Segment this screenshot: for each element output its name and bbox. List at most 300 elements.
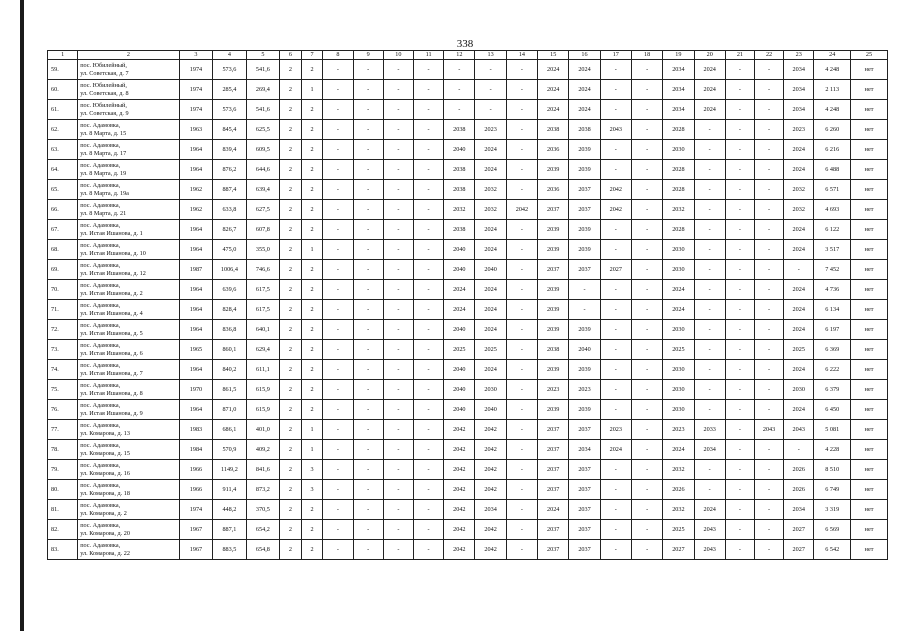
table-cell: 2024 xyxy=(475,240,506,260)
table-cell: 1964 xyxy=(179,300,212,320)
table-cell: 2037 xyxy=(569,460,600,480)
table-cell: 2025 xyxy=(784,340,814,360)
table-cell: 911,4 xyxy=(213,480,246,500)
table-cell: - xyxy=(444,100,475,120)
table-cell: - xyxy=(323,160,353,180)
table-cell: 860,1 xyxy=(213,340,246,360)
table-cell: 2027 xyxy=(784,520,814,540)
table-cell: - xyxy=(725,120,754,140)
table-cell: 2034 xyxy=(784,100,814,120)
row-number: 73. xyxy=(48,340,78,360)
table-cell: 1964 xyxy=(179,360,212,380)
table-cell: - xyxy=(323,280,353,300)
table-cell: - xyxy=(506,420,537,440)
address-cell xyxy=(78,460,179,480)
table-cell: - xyxy=(600,400,631,420)
table-cell: - xyxy=(600,360,631,380)
table-cell: 1964 xyxy=(179,400,212,420)
table-cell: - xyxy=(383,240,413,260)
table-cell: - xyxy=(413,420,443,440)
table-cell: 2032 xyxy=(784,200,814,220)
table-cell: 1967 xyxy=(179,520,212,540)
table-cell: 2027 xyxy=(600,260,631,280)
column-number-row xyxy=(48,51,888,60)
table-cell: 573,6 xyxy=(213,60,246,80)
table-cell: 2038 xyxy=(538,120,569,140)
table-cell: - xyxy=(725,300,754,320)
row-number: 65. xyxy=(48,180,78,200)
table-cell: 2027 xyxy=(784,540,814,560)
table-row xyxy=(48,260,888,280)
table-cell: - xyxy=(754,340,783,360)
table-cell: 2 xyxy=(280,520,302,540)
table-cell: 2 xyxy=(280,340,302,360)
table-cell: - xyxy=(383,140,413,160)
table-cell: 6 569 xyxy=(814,520,851,540)
address-street: ул. Истая Ишанова, д. 4 xyxy=(80,309,143,317)
table-cell: нет xyxy=(851,280,888,300)
table-cell: - xyxy=(506,480,537,500)
table-cell: - xyxy=(631,300,662,320)
column-number-header: 6 xyxy=(280,51,302,60)
table-cell: - xyxy=(600,380,631,400)
table-cell: 615,9 xyxy=(246,380,279,400)
address-settlement: пос. Адамовка, xyxy=(80,482,121,490)
table-cell: - xyxy=(383,540,413,560)
address-settlement: пос. Адамовка, xyxy=(80,262,121,270)
table-cell: 2 xyxy=(280,260,302,280)
table-cell: нет xyxy=(851,420,888,440)
table-row xyxy=(48,520,888,540)
table-cell: - xyxy=(475,60,506,80)
table-cell: 2042 xyxy=(444,440,475,460)
table-row xyxy=(48,240,888,260)
table-cell: 2 113 xyxy=(814,80,851,100)
table-cell: - xyxy=(323,60,353,80)
table-cell: 2024 xyxy=(694,80,725,100)
row-number: 82. xyxy=(48,520,78,540)
table-cell: - xyxy=(383,420,413,440)
table-cell: 355,0 xyxy=(246,240,279,260)
table-cell: 2030 xyxy=(663,260,694,280)
row-number: 76. xyxy=(48,400,78,420)
table-cell: - xyxy=(353,460,383,480)
table-cell: - xyxy=(725,480,754,500)
address-cell xyxy=(78,260,179,280)
table-cell: нет xyxy=(851,140,888,160)
row-number: 79. xyxy=(48,460,78,480)
table-cell: - xyxy=(784,440,814,460)
table-cell: - xyxy=(323,420,353,440)
table-cell: - xyxy=(631,160,662,180)
table-cell: 2040 xyxy=(444,240,475,260)
table-cell: 2024 xyxy=(475,300,506,320)
table-cell: - xyxy=(353,540,383,560)
table-cell: 6 488 xyxy=(814,160,851,180)
table-cell: - xyxy=(506,100,537,120)
address-cell xyxy=(78,200,179,220)
table-cell: 8 510 xyxy=(814,460,851,480)
table-cell: 2030 xyxy=(663,320,694,340)
table-cell: - xyxy=(600,140,631,160)
address-settlement: пос. Адамовка, xyxy=(80,342,121,350)
table-cell: - xyxy=(323,100,353,120)
table-cell: 5 081 xyxy=(814,420,851,440)
table-cell: - xyxy=(506,340,537,360)
table-cell: 2036 xyxy=(538,180,569,200)
table-cell: 1 xyxy=(301,440,323,460)
table-cell: 2024 xyxy=(694,500,725,520)
table-cell: - xyxy=(413,280,443,300)
table-cell: 2039 xyxy=(538,400,569,420)
table-cell: 1966 xyxy=(179,460,212,480)
table-cell: 2025 xyxy=(663,520,694,540)
table-cell: - xyxy=(353,100,383,120)
table-cell: 3 xyxy=(301,460,323,480)
table-cell: 2 xyxy=(280,140,302,160)
table-row xyxy=(48,160,888,180)
address-street: ул. Истая Ишанова, д. 2 xyxy=(80,289,143,297)
row-number: 81. xyxy=(48,500,78,520)
table-cell: - xyxy=(694,320,725,340)
row-number: 70. xyxy=(48,280,78,300)
address-settlement: пос. Адамовка, xyxy=(80,382,121,390)
table-cell: 1974 xyxy=(179,500,212,520)
table-cell: 2042 xyxy=(444,520,475,540)
table-cell: - xyxy=(506,180,537,200)
address-settlement: пос. Адамовка, xyxy=(80,362,121,370)
table-cell: 2 xyxy=(301,360,323,380)
table-cell: - xyxy=(383,520,413,540)
table-cell: - xyxy=(353,180,383,200)
table-cell: 2 xyxy=(301,140,323,160)
table-row xyxy=(48,300,888,320)
table-cell: 2037 xyxy=(538,200,569,220)
table-cell: - xyxy=(353,200,383,220)
table-cell: - xyxy=(631,80,662,100)
table-cell: 654,8 xyxy=(246,540,279,560)
address-cell xyxy=(78,520,179,540)
address-settlement: пос. Адамовка, xyxy=(80,122,121,130)
table-cell: 2 xyxy=(280,320,302,340)
table-cell: - xyxy=(506,280,537,300)
address-street: ул. 8 Марта, д. 15 xyxy=(80,129,127,137)
table-cell: - xyxy=(323,540,353,560)
table-cell: - xyxy=(353,160,383,180)
address-street: ул. Истая Ишанова, д. 12 xyxy=(80,269,146,277)
table-cell: - xyxy=(631,180,662,200)
table-cell: - xyxy=(413,240,443,260)
table-cell: 2026 xyxy=(784,460,814,480)
table-cell: - xyxy=(413,440,443,460)
table-cell: - xyxy=(754,400,783,420)
table-cell: - xyxy=(631,320,662,340)
table-cell: - xyxy=(353,140,383,160)
table-cell: 2023 xyxy=(663,420,694,440)
table-cell: 2034 xyxy=(663,80,694,100)
column-number-header: 11 xyxy=(413,51,443,60)
table-cell: - xyxy=(725,340,754,360)
address-street: ул. Комарова, д. 13 xyxy=(80,429,130,437)
table-cell: 2037 xyxy=(538,540,569,560)
table-cell: - xyxy=(506,220,537,240)
table-cell: 4 736 xyxy=(814,280,851,300)
table-cell: 2024 xyxy=(475,360,506,380)
table-cell: 2037 xyxy=(569,500,600,520)
table-cell: - xyxy=(506,380,537,400)
table-cell: 6 450 xyxy=(814,400,851,420)
table-cell: 2040 xyxy=(475,400,506,420)
table-cell: 4 228 xyxy=(814,440,851,460)
address-settlement: пос. Юбилейный, xyxy=(80,82,127,90)
table-cell: - xyxy=(323,520,353,540)
table-cell: - xyxy=(694,280,725,300)
table-cell: 1006,4 xyxy=(213,260,246,280)
table-row xyxy=(48,280,888,300)
table-cell: 1963 xyxy=(179,120,212,140)
address-street: ул. Комарова, д. 22 xyxy=(80,549,130,557)
table-cell: - xyxy=(754,360,783,380)
table-cell: 1964 xyxy=(179,320,212,340)
address-cell xyxy=(78,340,179,360)
table-cell: 2030 xyxy=(475,380,506,400)
table-cell: 2 xyxy=(280,380,302,400)
table-cell: 2043 xyxy=(694,520,725,540)
column-number-header: 1 xyxy=(48,51,78,60)
table-cell: 2024 xyxy=(784,140,814,160)
table-cell: - xyxy=(725,160,754,180)
address-cell xyxy=(78,420,179,440)
table-cell: - xyxy=(600,80,631,100)
table-cell: - xyxy=(754,440,783,460)
table-cell: - xyxy=(383,340,413,360)
table-cell: 1966 xyxy=(179,480,212,500)
table-cell: 2042 xyxy=(475,540,506,560)
column-number-header: 24 xyxy=(814,51,851,60)
table-cell: - xyxy=(413,160,443,180)
table-cell: 2024 xyxy=(784,360,814,380)
table-cell: нет xyxy=(851,160,888,180)
table-cell: - xyxy=(784,260,814,280)
table-cell: 2042 xyxy=(475,420,506,440)
table-cell: 2039 xyxy=(538,160,569,180)
column-number-header: 14 xyxy=(506,51,537,60)
table-row xyxy=(48,440,888,460)
table-cell: - xyxy=(444,60,475,80)
table-cell: - xyxy=(631,220,662,240)
address-street: ул. Истая Ишанова, д. 5 xyxy=(80,329,143,337)
table-cell: 2 xyxy=(280,360,302,380)
table-cell: - xyxy=(383,480,413,500)
table-cell: - xyxy=(506,140,537,160)
table-cell: - xyxy=(413,400,443,420)
row-number: 75. xyxy=(48,380,78,400)
table-cell: 2 xyxy=(301,220,323,240)
table-cell: нет xyxy=(851,320,888,340)
table-cell: 2 xyxy=(301,120,323,140)
table-cell: 611,1 xyxy=(246,360,279,380)
address-settlement: пос. Адамовка, xyxy=(80,182,121,190)
table-cell: 2 xyxy=(280,200,302,220)
address-cell xyxy=(78,480,179,500)
table-cell: нет xyxy=(851,300,888,320)
table-cell: - xyxy=(413,360,443,380)
table-cell: - xyxy=(631,460,662,480)
table-cell: - xyxy=(383,120,413,140)
table-cell: 1974 xyxy=(179,60,212,80)
table-cell: 4 248 xyxy=(814,100,851,120)
table-cell: - xyxy=(353,480,383,500)
table-cell: 2 xyxy=(301,280,323,300)
table-row xyxy=(48,380,888,400)
table-cell: - xyxy=(754,280,783,300)
table-cell: 609,5 xyxy=(246,140,279,160)
address-settlement: пос. Адамовка, xyxy=(80,302,121,310)
table-cell: нет xyxy=(851,240,888,260)
table-cell: - xyxy=(383,100,413,120)
address-cell xyxy=(78,320,179,340)
table-cell: 2034 xyxy=(569,440,600,460)
table-cell: 841,6 xyxy=(246,460,279,480)
table-cell: 2039 xyxy=(569,220,600,240)
table-cell: - xyxy=(631,360,662,380)
table-cell: 2 xyxy=(280,460,302,480)
address-settlement: пос. Адамовка, xyxy=(80,462,121,470)
table-cell: - xyxy=(694,360,725,380)
table-row xyxy=(48,460,888,480)
table-cell: 615,9 xyxy=(246,400,279,420)
address-settlement: пос. Адамовка, xyxy=(80,142,121,150)
table-cell: 2039 xyxy=(538,220,569,240)
table-cell: 2039 xyxy=(538,240,569,260)
table-cell: 2036 xyxy=(538,140,569,160)
table-cell: - xyxy=(569,300,600,320)
table-cell: 627,5 xyxy=(246,200,279,220)
table-cell: 2034 xyxy=(784,60,814,80)
table-cell: - xyxy=(694,180,725,200)
table-cell: 2032 xyxy=(663,460,694,480)
table-cell: 1974 xyxy=(179,80,212,100)
table-cell: - xyxy=(353,300,383,320)
table-cell: - xyxy=(475,80,506,100)
table-cell: 2025 xyxy=(475,340,506,360)
table-cell: нет xyxy=(851,260,888,280)
table-cell: - xyxy=(754,80,783,100)
table-cell: 2023 xyxy=(475,120,506,140)
table-cell: 3 319 xyxy=(814,500,851,520)
table-cell: 1962 xyxy=(179,200,212,220)
address-street: ул. 8 Марта, д. 21 xyxy=(80,209,127,217)
table-cell: - xyxy=(323,500,353,520)
table-cell: - xyxy=(506,440,537,460)
table-cell: - xyxy=(600,220,631,240)
table-cell: - xyxy=(754,480,783,500)
address-street: ул. Истая Ишанова, д. 9 xyxy=(80,409,143,417)
table-cell: - xyxy=(353,80,383,100)
table-cell: - xyxy=(506,60,537,80)
table-cell: 2 xyxy=(301,540,323,560)
table-cell: 2042 xyxy=(600,200,631,220)
table-cell: 269,4 xyxy=(246,80,279,100)
table-cell: - xyxy=(631,200,662,220)
table-cell: - xyxy=(694,140,725,160)
table-cell: 2 xyxy=(280,300,302,320)
table-cell: - xyxy=(383,500,413,520)
table-cell: - xyxy=(694,400,725,420)
table-cell: - xyxy=(754,380,783,400)
table-cell: 2 xyxy=(280,80,302,100)
table-cell: 1967 xyxy=(179,540,212,560)
table-cell: - xyxy=(754,220,783,240)
table-cell: 2038 xyxy=(444,220,475,240)
table-cell: - xyxy=(694,200,725,220)
row-number: 63. xyxy=(48,140,78,160)
table-cell: 2042 xyxy=(506,200,537,220)
table-cell: - xyxy=(725,420,754,440)
table-cell: 2 xyxy=(280,500,302,520)
table-cell: 2032 xyxy=(663,200,694,220)
table-cell: 3 517 xyxy=(814,240,851,260)
table-cell: - xyxy=(323,240,353,260)
table-cell: 2024 xyxy=(475,320,506,340)
table-cell: 2039 xyxy=(538,300,569,320)
table-cell: - xyxy=(383,460,413,480)
table-cell: - xyxy=(353,340,383,360)
table-cell: - xyxy=(323,460,353,480)
table-cell: 2024 xyxy=(538,80,569,100)
table-row xyxy=(48,100,888,120)
table-cell: - xyxy=(694,120,725,140)
table-cell: - xyxy=(725,80,754,100)
table-cell: 2034 xyxy=(694,440,725,460)
table-cell: 2024 xyxy=(569,100,600,120)
table-cell: 2042 xyxy=(444,420,475,440)
table-cell: - xyxy=(631,340,662,360)
table-cell: - xyxy=(353,380,383,400)
table-cell: 2032 xyxy=(663,500,694,520)
table-cell: - xyxy=(323,360,353,380)
table-cell: - xyxy=(631,120,662,140)
table-cell: 2 xyxy=(301,380,323,400)
table-cell: - xyxy=(600,540,631,560)
table-cell: - xyxy=(323,260,353,280)
table-cell: 2025 xyxy=(444,340,475,360)
table-cell: 2024 xyxy=(784,280,814,300)
table-cell: - xyxy=(725,540,754,560)
table-cell: - xyxy=(353,240,383,260)
table-cell: 2030 xyxy=(663,400,694,420)
table-cell: 1149,2 xyxy=(213,460,246,480)
table-cell: 2038 xyxy=(444,120,475,140)
table-cell: - xyxy=(506,300,537,320)
table-cell: 836,8 xyxy=(213,320,246,340)
table-cell: - xyxy=(413,300,443,320)
table-cell: - xyxy=(323,320,353,340)
address-cell xyxy=(78,300,179,320)
table-cell: 2030 xyxy=(784,380,814,400)
table-cell: 570,9 xyxy=(213,440,246,460)
table-cell: 2026 xyxy=(663,480,694,500)
address-cell xyxy=(78,160,179,180)
table-cell: 475,0 xyxy=(213,240,246,260)
table-row xyxy=(48,140,888,160)
table-cell: 2024 xyxy=(784,160,814,180)
address-street: ул. Комарова, д. 15 xyxy=(80,449,130,457)
table-cell: 617,5 xyxy=(246,300,279,320)
table-cell: 2 xyxy=(301,200,323,220)
table-cell: - xyxy=(383,220,413,240)
address-settlement: пос. Адамовка, xyxy=(80,402,121,410)
